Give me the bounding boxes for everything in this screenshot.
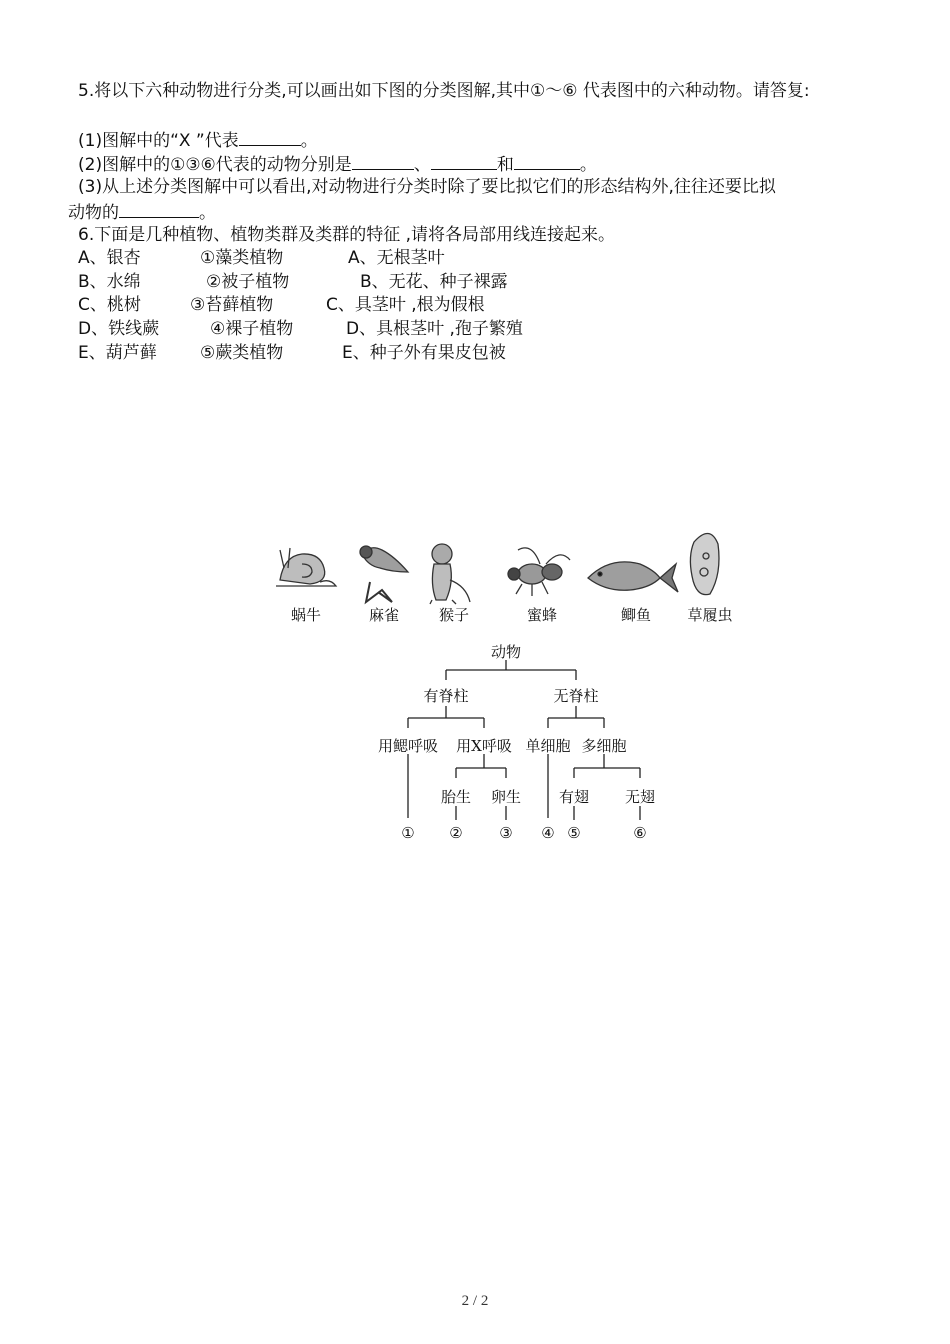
paramecium-icon bbox=[690, 533, 719, 594]
tree-node-label: 有脊柱 bbox=[423, 687, 469, 705]
q5-sub3-line1: (3)从上述分类图解中可以看出,对动物进行分类时除了要比拟它们的形态结构外,往往还要比拟 bbox=[78, 177, 776, 197]
plant-group-item[interactable]: ③苔藓植物 bbox=[190, 295, 274, 315]
tree-node-label: 用鳃呼吸 bbox=[377, 737, 439, 755]
tree-leaf-label: ⑤ bbox=[567, 824, 581, 842]
tree-node-label: 单细胞 bbox=[525, 737, 571, 755]
animal-label: 蜗牛 bbox=[290, 606, 322, 624]
tree-leaf-label: ④ bbox=[541, 824, 555, 842]
feature-item[interactable]: A、无根茎叶 bbox=[348, 248, 445, 268]
plant-group-item[interactable]: ①藻类植物 bbox=[200, 248, 284, 268]
q5-sub3-line2: 动物的 。 bbox=[68, 199, 216, 225]
answer-blank[interactable] bbox=[514, 151, 580, 170]
answer-blank[interactable] bbox=[119, 199, 199, 218]
tree-node-label: 有翅 bbox=[558, 788, 590, 806]
animal-label: 麻雀 bbox=[368, 606, 400, 624]
animal-label: 蜜蜂 bbox=[526, 606, 558, 624]
answer-blank[interactable] bbox=[352, 151, 414, 170]
plant-item[interactable]: B、水绵 bbox=[78, 272, 141, 292]
plant-group-item[interactable]: ②被子植物 bbox=[206, 272, 290, 292]
plant-item[interactable]: A、银杏 bbox=[78, 248, 141, 268]
feature-item[interactable]: B、无花、种子裸露 bbox=[360, 272, 508, 292]
tree-node-label: 用X呼吸 bbox=[456, 737, 512, 755]
animal-label: 猴子 bbox=[438, 606, 470, 624]
animal-label: 草履虫 bbox=[687, 606, 733, 624]
tree-node-label: 卵生 bbox=[490, 788, 522, 806]
tree-leaf-label: ③ bbox=[499, 824, 513, 842]
bee-icon bbox=[508, 548, 570, 596]
feature-item[interactable]: E、种子外有果皮包被 bbox=[342, 343, 506, 363]
q5-sub1: (1)图解中的“X ”代表 。 bbox=[68, 127, 318, 153]
tree-leaf-label: ① bbox=[401, 824, 415, 842]
snail-icon bbox=[276, 548, 336, 586]
feature-item[interactable]: C、具茎叶 ,根为假根 bbox=[326, 295, 485, 315]
q5-title: 5.将以下六种动物进行分类,可以画出如下图的分类图解,其中①～⑥ 代表图中的六种动物。请答复: bbox=[78, 81, 810, 101]
tree-node-label: 无脊柱 bbox=[553, 687, 599, 705]
tree-leaf-label: ⑥ bbox=[633, 824, 647, 842]
q6-title: 6.下面是几种植物、植物类群及类群的特征 ,请将各局部用线连接起来。 bbox=[78, 225, 616, 245]
tree-node-label: 胎生 bbox=[440, 788, 472, 806]
classification-figure bbox=[270, 520, 750, 850]
plant-group-item[interactable]: ④裸子植物 bbox=[210, 319, 294, 339]
tree-leaf-label: ② bbox=[449, 824, 463, 842]
tree-node-label: 多细胞 bbox=[581, 737, 627, 755]
plant-item[interactable]: D、铁线蕨 bbox=[78, 319, 160, 339]
page-number: 2 / 2 bbox=[461, 1293, 489, 1309]
tree-root-label: 动物 bbox=[490, 643, 522, 661]
plant-item[interactable]: E、葫芦藓 bbox=[78, 343, 157, 363]
sparrow-icon bbox=[360, 546, 408, 602]
plant-group-item[interactable]: ⑤蕨类植物 bbox=[200, 343, 284, 363]
tree-node-label: 无翅 bbox=[624, 788, 656, 806]
answer-blank[interactable] bbox=[431, 151, 497, 170]
monkey-icon bbox=[430, 544, 470, 604]
fish-icon bbox=[588, 562, 678, 592]
feature-item[interactable]: D、具根茎叶 ,孢子繁殖 bbox=[346, 319, 523, 339]
answer-blank[interactable] bbox=[239, 127, 301, 146]
animal-label: 鲫鱼 bbox=[620, 606, 652, 624]
plant-item[interactable]: C、桃树 bbox=[78, 295, 141, 315]
q5-sub2: (2)图解中的①③⑥代表的动物分别是 、 和 。 bbox=[68, 151, 597, 177]
